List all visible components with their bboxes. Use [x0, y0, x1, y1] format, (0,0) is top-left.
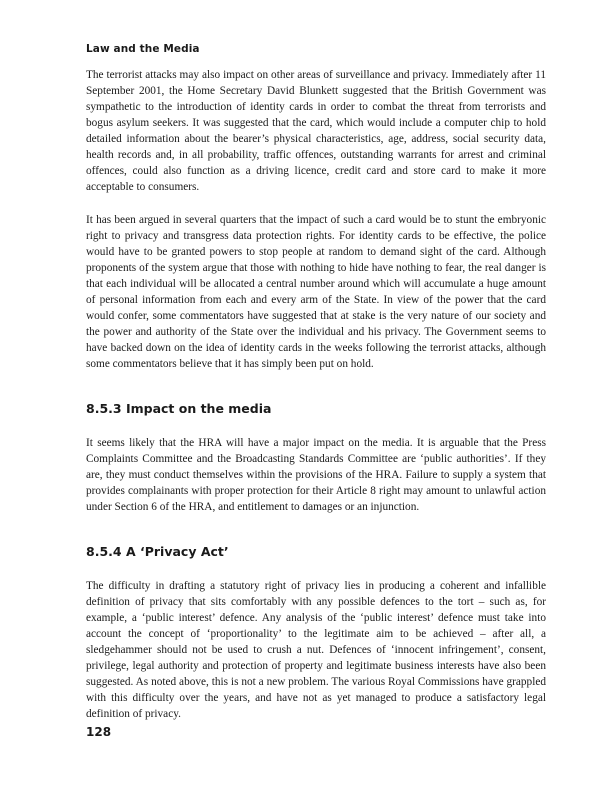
body-paragraph-privacy-act: The difficulty in drafting a statutory right of privacy lies in producing a coherent and infallible definition of privacy that sits comfortably with any possible defences to the tort – such as, for example, a ‘public interest’ defence. Any analysis of the ‘public interest’ defence must take into account the concept of ‘proportionality’ to the legitimate aim to be achieved – after all, a sledgehammer should not be used to crush a nut. Defences of ‘innocent infringement’, consent, privilege, legal authority and protection of property and legitimate business interests have also been suggested. As noted above, this is not a new problem. The various Royal Commissions have grappled with this difficulty over the years, and have not as yet managed to produce a satisfactory legal definition of privacy.	[86, 580, 546, 720]
page-number: 128	[86, 725, 112, 739]
body-paragraph-identity-cards-intro: The terrorist attacks may also impact on other areas of surveillance and privacy. Immediately after 11 September 2001, the Home Secretary David Blunkett suggested that the British Government was sympathetic to the introduction of identity cards in order to combat the threat from terrorists and bogus asylum seekers. It was suggested that the card, which would include a computer chip to hold detailed information about the bearer’s physical characteristics, age, address, social security data, health records and, in all probability, traffic offences, outstanding warrants for arrest and criminal offences, could also function as a driving licence, credit card and store card to make it more acceptable to consumers.	[86, 69, 546, 193]
body-paragraph-identity-cards-criticism: It has been argued in several quarters that the impact of such a card would be to stunt the embryonic right to privacy and transgress data protection rights. For identity cards to be effective, the police would have to be granted powers to stop people at random to demand sight of the card. Although proponents of the system argue that those with nothing to hide have nothing to fear, the real danger is that each individual will be allocated a central number around which will accumulate a huge amount of personal information from each and every arm of the State. In view of the power that the card would confer, some commentators have suggested that at stake is the very nature of our society and the power and authority of the State over the individual and his privacy. The Government seems to have backed down on the idea of identity cards in the weeks following the terrorist attacks, although some commentators believe that it has simply been put on hold.	[86, 214, 546, 370]
running-header-title: Law and the Media	[86, 43, 200, 55]
section-heading-impact-on-media: 8.5.3 Impact on the media	[86, 401, 272, 416]
section-heading-privacy-act: 8.5.4 A ‘Privacy Act’	[86, 544, 229, 559]
page-content	[86, 42, 546, 739]
body-paragraph-impact-on-media: It seems likely that the HRA will have a major impact on the media. It is arguable that the Press Complaints Committee and the Broadcasting Standards Committee are ‘public authorities’. If they are, they must conduct themselves within the provisions of the HRA. Failure to supply a system that provides complainants with proper protection for their Article 8 right may amount to unlawful action under Section 6 of the HRA, and entitlement to damages or an injunction.	[86, 437, 546, 513]
